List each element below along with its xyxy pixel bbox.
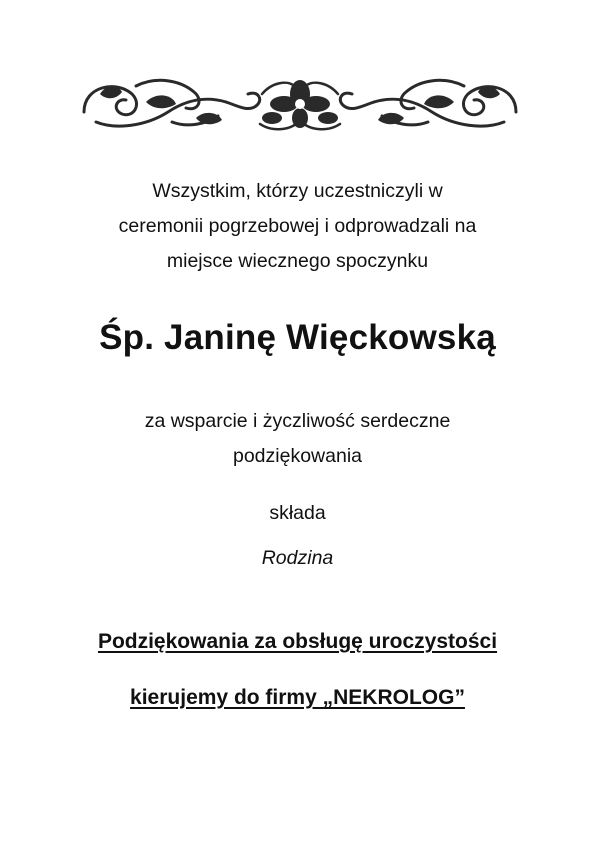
intro-line-1: Wszystkim, którzy uczestniczyli w (152, 180, 443, 202)
sklada-text: składa (269, 502, 326, 524)
thanks-line-2 (0, 670, 595, 726)
thanks-line-2-text: kierujemy do firmy „NEKROLOG” (130, 686, 465, 709)
company-thanks (0, 614, 595, 726)
intro-line-2: ceremonii pogrzebowej i odprowadzali na (118, 215, 477, 237)
floral-scroll-ornament-icon (76, 72, 524, 136)
support-line-1: za wsparcie i życzliwość serdeczne (144, 410, 451, 432)
thanks-line-1 (0, 614, 595, 670)
intro-line-3: miejsce wiecznego spoczynku (166, 250, 429, 272)
support-text (0, 404, 595, 474)
deceased-name: Śp. Janinę Więckowską (99, 318, 496, 357)
support-line-2: podziękowania (232, 445, 362, 467)
thanks-line-1-text: Podziękowania za obsługę uroczystości (97, 630, 498, 653)
family-signature: Rodzina (261, 547, 334, 569)
intro-text (0, 174, 595, 279)
